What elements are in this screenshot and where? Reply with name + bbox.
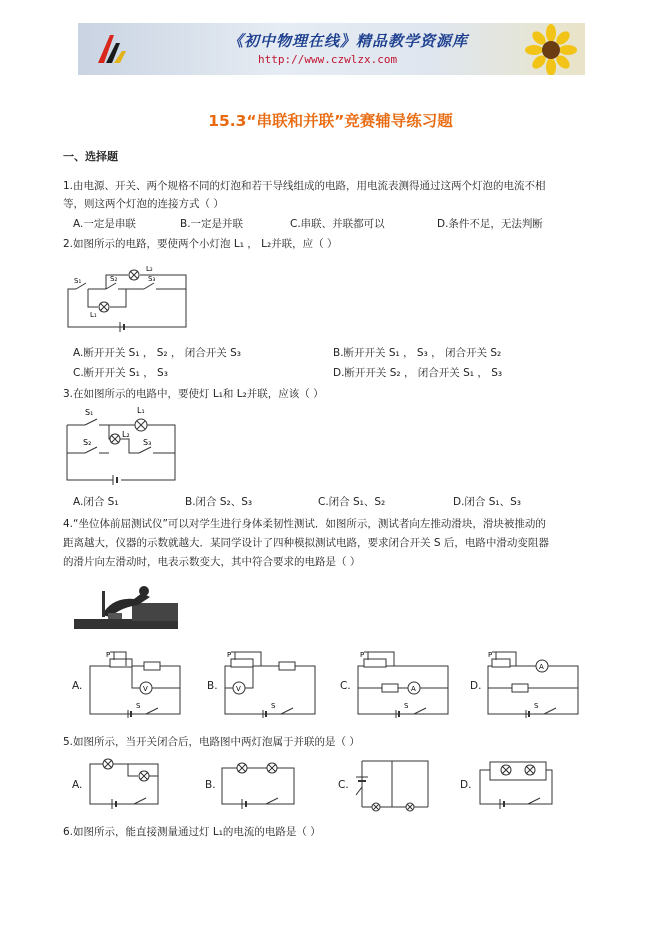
sunflower-icon bbox=[521, 25, 581, 75]
q4-circuit-d bbox=[486, 648, 586, 718]
q3-label-s2: S₂ bbox=[83, 438, 92, 447]
q4-test-device-illustration bbox=[72, 585, 182, 633]
q1-option-b: B.一定是并联 bbox=[180, 218, 244, 230]
q4-choice-a: A. bbox=[72, 680, 83, 692]
q4-circuit-a bbox=[88, 648, 188, 718]
q4-d-s-label: S bbox=[534, 702, 539, 710]
q1-option-c: C.串联、并联都可以 bbox=[290, 218, 385, 230]
q1-option-a: A.一定是串联 bbox=[73, 218, 136, 230]
q2-option-b: B.断开开关 S₁ ， S₃ ， 闭合开关 S₂ bbox=[333, 347, 502, 359]
q2-option-a: A.断开开关 S₁ ， S₂ ， 闭合开关 S₃ bbox=[73, 347, 241, 359]
q3-label-l2: L₂ bbox=[122, 430, 130, 439]
q2-label-s3: S₃ bbox=[148, 275, 156, 283]
q4-d-meter: A bbox=[539, 663, 544, 671]
q3-option-d: D.闭合 S₁、S₃ bbox=[453, 496, 522, 508]
q2-option-c: C.断开开关 S₁ ， S₃ bbox=[73, 367, 168, 379]
q4-c-p-label: P bbox=[360, 651, 365, 659]
q4-a-p-label: P bbox=[106, 651, 111, 659]
q2-stem: 2.如图所示的电路，要使两个小灯泡 L₁ ， L₂并联，应（ ） bbox=[63, 238, 338, 250]
q5-choice-a: A. bbox=[72, 779, 83, 791]
q4-line3: 的滑片向左滑动时，电表示数变大，其中符合要求的电路是（ ） bbox=[63, 556, 361, 568]
q4-circuit-c bbox=[356, 648, 456, 718]
q4-a-meter: V bbox=[143, 685, 148, 693]
q3-label-s1: S₁ bbox=[85, 408, 94, 417]
q2-label-s1: S₁ bbox=[74, 277, 82, 285]
q3-option-c: C.闭合 S₁、S₂ bbox=[318, 496, 386, 508]
q6-stem: 6.如图所示，能直接测量通过灯 L₁的电流的电路是（ ） bbox=[63, 826, 321, 838]
q4-d-p-label: P bbox=[488, 651, 493, 659]
banner-url: http://www.czwlzx.com bbox=[258, 53, 398, 66]
q4-line1: 4.“坐位体前屈测试仪”可以对学生进行身体柔韧性测试．如图所示，测试者向左推动滑块，滑块被推动的 bbox=[63, 518, 546, 530]
q5-choice-c: C. bbox=[338, 779, 349, 791]
q2-circuit-diagram bbox=[66, 265, 196, 335]
q3-option-a: A.闭合 S₁ bbox=[73, 496, 119, 508]
q4-c-meter: A bbox=[411, 685, 416, 693]
q4-a-s-label: S bbox=[136, 702, 141, 710]
q1-line1: 1.由电源、开关、两个规格不同的灯泡和若干导线组成的电路，用电流表测得通过这两个灯泡的电流不相 bbox=[63, 180, 546, 192]
q3-stem: 3.在如图所示的电路中，要使灯 L₁和 L₂并联，应该（ ） bbox=[63, 388, 324, 400]
q3-circuit-diagram bbox=[65, 405, 180, 485]
q5-circuit-c bbox=[352, 755, 432, 815]
q2-label-s2: S₂ bbox=[110, 275, 118, 283]
header-banner bbox=[78, 23, 585, 75]
q4-choice-b: B. bbox=[207, 680, 218, 692]
q5-circuit-d bbox=[476, 758, 556, 808]
q2-label-l1: L₁ bbox=[90, 311, 97, 319]
q3-option-b: B.闭合 S₂、S₃ bbox=[185, 496, 253, 508]
site-logo-icon bbox=[90, 29, 130, 69]
section-heading: 一、选择题 bbox=[63, 150, 118, 163]
q4-c-s-label: S bbox=[404, 702, 409, 710]
q5-stem: 5.如图所示，当开关闭合后，电路图中两灯泡属于并联的是（ ） bbox=[63, 736, 360, 748]
q4-b-s-label: S bbox=[271, 702, 276, 710]
q3-label-l1: L₁ bbox=[137, 406, 145, 415]
q2-option-d: D.断开开关 S₂ ， 闭合开关 S₁ ， S₃ bbox=[333, 367, 503, 379]
q3-label-s3: S₃ bbox=[143, 438, 152, 447]
q1-line2: 等，则这两个灯泡的连接方式（ ） bbox=[63, 198, 224, 210]
q1-option-d: D.条件不足，无法判断 bbox=[437, 218, 543, 230]
q5-choice-d: D. bbox=[460, 779, 472, 791]
q4-b-meter: V bbox=[236, 685, 241, 693]
q5-circuit-b bbox=[220, 758, 300, 808]
q5-choice-b: B. bbox=[205, 779, 216, 791]
q5-circuit-a bbox=[88, 758, 163, 808]
q4-b-p-label: P bbox=[227, 651, 232, 659]
document-title: 15.3“串联和并联”竞赛辅导练习题 bbox=[208, 112, 453, 130]
q4-choice-c: C. bbox=[340, 680, 351, 692]
q2-label-l2: L₂ bbox=[146, 265, 153, 273]
banner-title: 《初中物理在线》精品教学资源库 bbox=[228, 32, 469, 50]
q4-circuit-b bbox=[223, 648, 323, 718]
q4-line2: 距离越大，仪器的示数就越大．某同学设计了四种模拟测试电路，要求闭合开关 S 后，电路中滑动变阻器 bbox=[63, 537, 549, 549]
q4-choice-d: D. bbox=[470, 680, 482, 692]
